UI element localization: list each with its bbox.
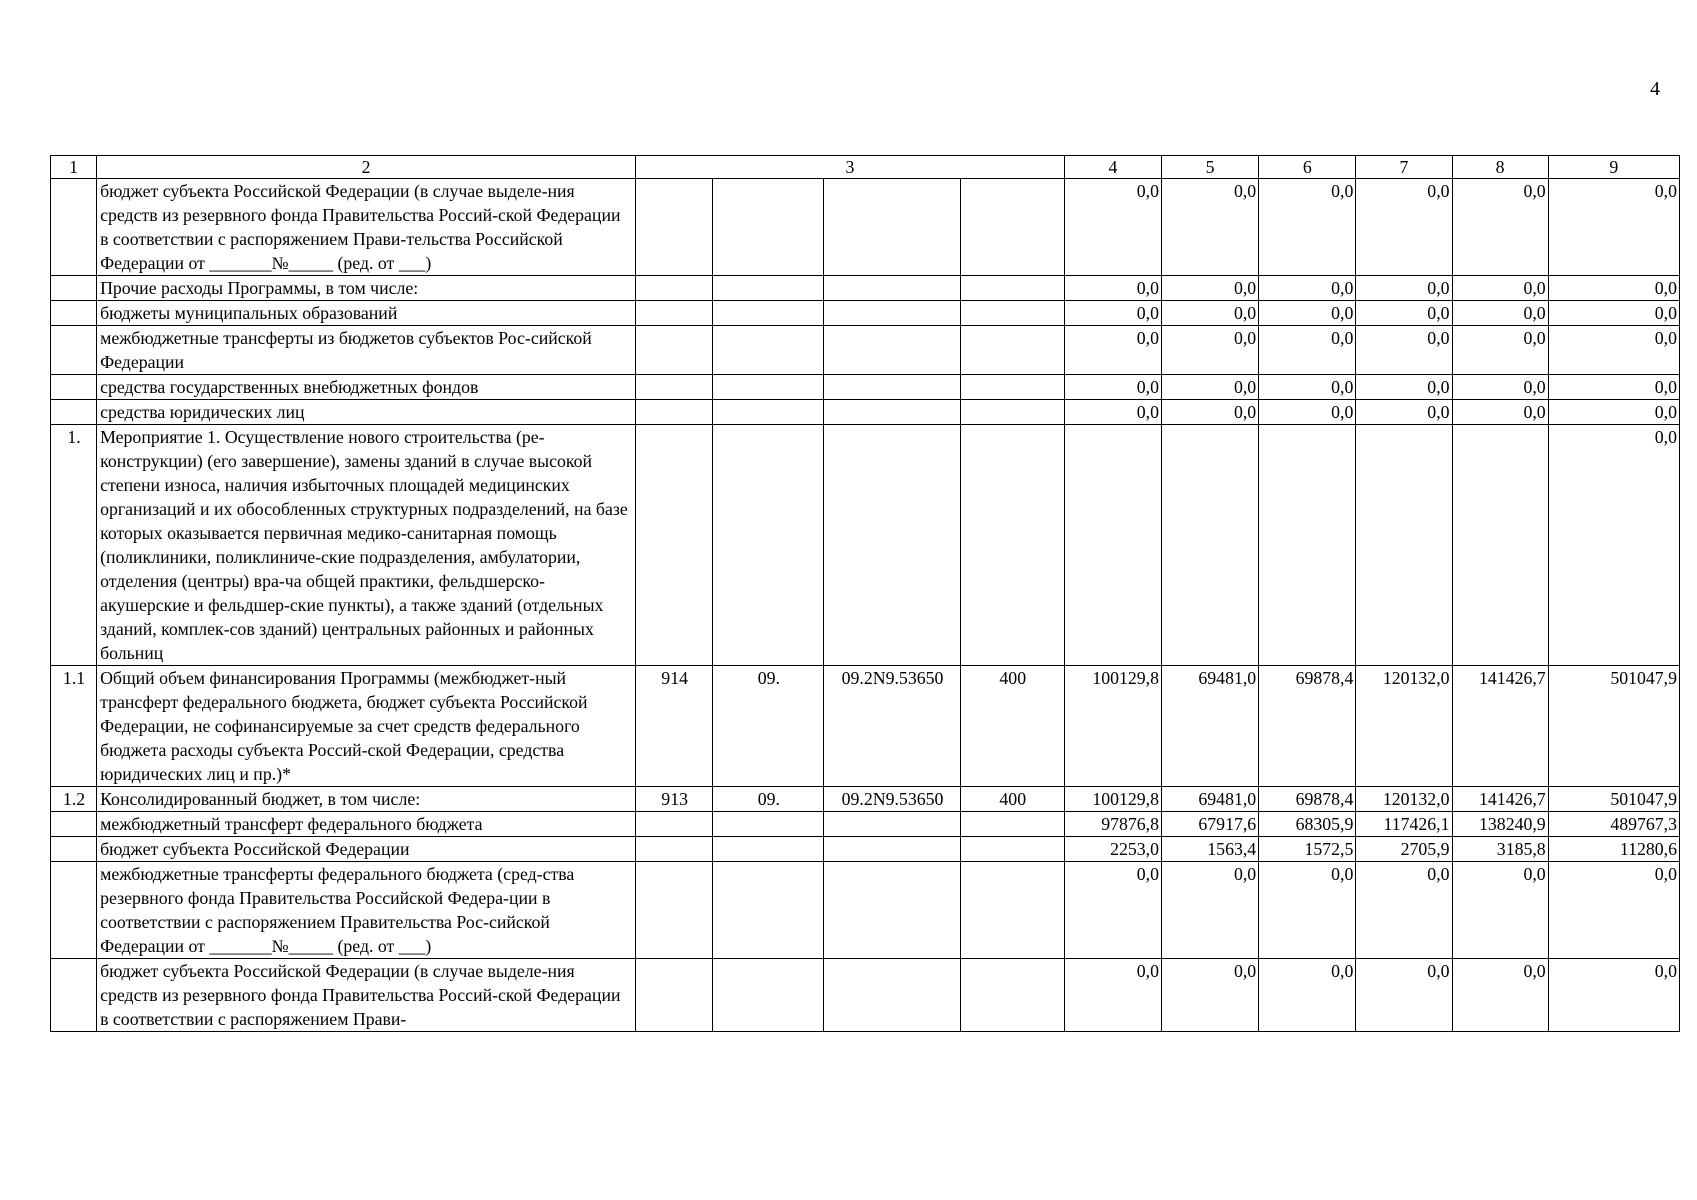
code-admin-cell [636, 959, 713, 1032]
value-cell-4: 97876,8 [1064, 812, 1161, 837]
table-row [51, 301, 1680, 326]
value-cell-8: 0,0 [1452, 959, 1548, 1032]
code-section-cell [713, 301, 824, 326]
value-cell-6: 1572,5 [1259, 837, 1356, 862]
row-text-cell: межбюджетные трансферты федерального бюджета (сред-ства резервного фонда Правительства Российской Федера-ции в соответствии с распоряжением Правительства Рос-сийской Федерации от _______№_____ (ред. от ___) [97, 862, 636, 959]
code-target-cell [824, 959, 960, 1032]
code-admin-cell [636, 375, 713, 400]
table-row [51, 326, 1680, 375]
value-cell-9: 501047,9 [1548, 666, 1679, 787]
value-cell-4: 0,0 [1064, 959, 1161, 1032]
value-cell-6: 0,0 [1259, 375, 1356, 400]
row-text-cell: Мероприятие 1. Осуществление нового строительства (ре-конструкции) (его завершение), замены зданий в случае высокой степени износа, наличия избыточных площадей медицинских организаций и их обособленных структурных подразделений, на базе которых оказывается первичная медико-санитарная помощь (поликлиники, поликлиниче-ские подразделения, амбулатории, отделения (центры) вра-ча общей практики, фельдшерско-акушерские и фельдшер-ские пункты), а также зданий (отдельных зданий, комплек-сов зданий) центральных районных и районных больниц [97, 425, 636, 666]
value-cell-8: 0,0 [1452, 276, 1548, 301]
page-number: 4 [1650, 78, 1660, 100]
header-cell: 7 [1356, 156, 1452, 179]
value-cell-5: 69481,0 [1162, 666, 1259, 787]
value-cell-8: 141426,7 [1452, 666, 1548, 787]
header-cell: 9 [1548, 156, 1679, 179]
code-section-cell [713, 425, 824, 666]
row-text-cell: бюджет субъекта Российской Федерации [97, 837, 636, 862]
row-number-cell [51, 400, 97, 425]
value-cell-6: 0,0 [1259, 400, 1356, 425]
code-admin-cell: 913 [636, 787, 713, 812]
code-section-cell: 09. [713, 787, 824, 812]
table-row [51, 812, 1680, 837]
header-cell: 8 [1452, 156, 1548, 179]
row-number-cell [51, 375, 97, 400]
value-cell-8: 141426,7 [1452, 787, 1548, 812]
header-cell: 2 [97, 156, 636, 179]
code-target-cell [824, 276, 960, 301]
value-cell-4: 0,0 [1064, 400, 1161, 425]
code-section-cell: 09. [713, 666, 824, 787]
value-cell-5: 0,0 [1162, 326, 1259, 375]
value-cell-4: 0,0 [1064, 276, 1161, 301]
value-cell-7: 0,0 [1356, 301, 1452, 326]
value-cell-4: 100129,8 [1064, 787, 1161, 812]
value-cell-4: 0,0 [1064, 179, 1161, 276]
code-admin-cell [636, 301, 713, 326]
value-cell-8: 0,0 [1452, 326, 1548, 375]
table-row [51, 276, 1680, 301]
code-target-cell [824, 862, 960, 959]
code-target-cell [824, 375, 960, 400]
code-type-cell [960, 375, 1064, 400]
budget-table [50, 155, 1680, 1032]
value-cell-9: 0,0 [1548, 179, 1679, 276]
value-cell-9: 0,0 [1548, 326, 1679, 375]
value-cell-6 [1259, 425, 1356, 666]
code-type-cell: 400 [960, 787, 1064, 812]
value-cell-7: 117426,1 [1356, 812, 1452, 837]
value-cell-5: 67917,6 [1162, 812, 1259, 837]
value-cell-5: 0,0 [1162, 276, 1259, 301]
value-cell-4: 2253,0 [1064, 837, 1161, 862]
code-section-cell [713, 862, 824, 959]
header-cell: 1 [51, 156, 97, 179]
value-cell-6: 0,0 [1259, 179, 1356, 276]
code-section-cell [713, 837, 824, 862]
value-cell-7: 2705,9 [1356, 837, 1452, 862]
value-cell-6: 68305,9 [1259, 812, 1356, 837]
value-cell-9: 0,0 [1548, 959, 1679, 1032]
row-number-cell: 1.1 [51, 666, 97, 787]
row-number-cell [51, 837, 97, 862]
code-type-cell [960, 812, 1064, 837]
code-type-cell [960, 276, 1064, 301]
row-text-cell: средства государственных внебюджетных фондов [97, 375, 636, 400]
table-row [51, 425, 1680, 666]
value-cell-4: 0,0 [1064, 375, 1161, 400]
value-cell-8: 138240,9 [1452, 812, 1548, 837]
code-admin-cell [636, 425, 713, 666]
row-text-cell: Общий объем финансирования Программы (межбюджет-ный трансферт федерального бюджета, бюджет субъекта Российской Федерации, не софинансируемые за счет средств федерального бюджета расходы субъекта Россий-ской Федерации, средства юридических лиц и пр.)* [97, 666, 636, 787]
value-cell-9: 0,0 [1548, 400, 1679, 425]
value-cell-5 [1162, 425, 1259, 666]
value-cell-6: 0,0 [1259, 276, 1356, 301]
code-target-cell [824, 326, 960, 375]
row-number-cell [51, 812, 97, 837]
code-admin-cell [636, 812, 713, 837]
value-cell-7: 120132,0 [1356, 666, 1452, 787]
value-cell-5: 69481,0 [1162, 787, 1259, 812]
value-cell-7: 120132,0 [1356, 787, 1452, 812]
table-row [51, 959, 1680, 1032]
code-type-cell: 400 [960, 666, 1064, 787]
value-cell-7: 0,0 [1356, 276, 1452, 301]
value-cell-8: 0,0 [1452, 179, 1548, 276]
code-admin-cell [636, 862, 713, 959]
code-type-cell [960, 179, 1064, 276]
row-text-cell: средства юридических лиц [97, 400, 636, 425]
value-cell-7: 0,0 [1356, 326, 1452, 375]
code-type-cell [960, 326, 1064, 375]
code-target-cell [824, 837, 960, 862]
value-cell-5: 0,0 [1162, 301, 1259, 326]
row-number-cell [51, 862, 97, 959]
row-number-cell: 1. [51, 425, 97, 666]
value-cell-6: 0,0 [1259, 301, 1356, 326]
row-text-cell: межбюджетные трансферты из бюджетов субъектов Рос-сийской Федерации [97, 326, 636, 375]
row-text-cell: бюджет субъекта Российской Федерации (в случае выделе-ния средств из резервного фонда Правительства Россий-ской Федерации в соответствии с распоряжением Прави-тельства Российской Федерации от _______№_____ (ред. от ___) [97, 179, 636, 276]
row-number-cell [51, 301, 97, 326]
code-target-cell [824, 400, 960, 425]
code-section-cell [713, 812, 824, 837]
header-row [51, 156, 1680, 179]
value-cell-9: 0,0 [1548, 425, 1679, 666]
code-admin-cell [636, 837, 713, 862]
value-cell-9: 501047,9 [1548, 787, 1679, 812]
code-section-cell [713, 959, 824, 1032]
value-cell-5: 0,0 [1162, 400, 1259, 425]
code-target-cell: 09.2N9.53650 [824, 666, 960, 787]
value-cell-5: 0,0 [1162, 179, 1259, 276]
header-cell: 5 [1162, 156, 1259, 179]
code-target-cell [824, 179, 960, 276]
value-cell-9: 489767,3 [1548, 812, 1679, 837]
code-type-cell [960, 425, 1064, 666]
code-section-cell [713, 179, 824, 276]
value-cell-7: 0,0 [1356, 862, 1452, 959]
value-cell-7: 0,0 [1356, 400, 1452, 425]
header-cell: 6 [1259, 156, 1356, 179]
row-text-cell: бюджет субъекта Российской Федерации (в случае выделе-ния средств из резервного фонда Правительства Россий-ской Федерации в соответствии с распоряжением Прави- [97, 959, 636, 1032]
row-number-cell: 1.2 [51, 787, 97, 812]
value-cell-8: 0,0 [1452, 862, 1548, 959]
row-number-cell [51, 179, 97, 276]
code-type-cell [960, 400, 1064, 425]
value-cell-6: 0,0 [1259, 959, 1356, 1032]
value-cell-8: 0,0 [1452, 301, 1548, 326]
table-row [51, 862, 1680, 959]
table-row [51, 375, 1680, 400]
code-type-cell [960, 301, 1064, 326]
code-section-cell [713, 400, 824, 425]
value-cell-5: 0,0 [1162, 959, 1259, 1032]
value-cell-9: 0,0 [1548, 301, 1679, 326]
row-text-cell: Консолидированный бюджет, в том числе: [97, 787, 636, 812]
table-row [51, 179, 1680, 276]
header-cell: 4 [1064, 156, 1161, 179]
value-cell-8: 3185,8 [1452, 837, 1548, 862]
code-admin-cell [636, 276, 713, 301]
code-target-cell [824, 425, 960, 666]
code-admin-cell [636, 400, 713, 425]
value-cell-6: 69878,4 [1259, 787, 1356, 812]
code-admin-cell: 914 [636, 666, 713, 787]
code-admin-cell [636, 179, 713, 276]
code-target-cell: 09.2N9.53650 [824, 787, 960, 812]
value-cell-4: 0,0 [1064, 326, 1161, 375]
value-cell-6: 69878,4 [1259, 666, 1356, 787]
value-cell-8 [1452, 425, 1548, 666]
code-type-cell [960, 837, 1064, 862]
value-cell-7: 0,0 [1356, 959, 1452, 1032]
code-section-cell [713, 326, 824, 375]
value-cell-7: 0,0 [1356, 179, 1452, 276]
value-cell-6: 0,0 [1259, 862, 1356, 959]
row-text-cell: межбюджетный трансферт федерального бюджета [97, 812, 636, 837]
row-number-cell [51, 326, 97, 375]
value-cell-5: 0,0 [1162, 375, 1259, 400]
code-target-cell [824, 301, 960, 326]
code-target-cell [824, 812, 960, 837]
value-cell-8: 0,0 [1452, 375, 1548, 400]
header-cell: 3 [636, 156, 1065, 179]
value-cell-5: 0,0 [1162, 862, 1259, 959]
row-number-cell [51, 276, 97, 301]
table-row [51, 787, 1680, 812]
row-text-cell: Прочие расходы Программы, в том числе: [97, 276, 636, 301]
code-type-cell [960, 959, 1064, 1032]
value-cell-4 [1064, 425, 1161, 666]
row-number-cell [51, 959, 97, 1032]
value-cell-4: 0,0 [1064, 862, 1161, 959]
table-row [51, 837, 1680, 862]
table-row [51, 666, 1680, 787]
value-cell-7: 0,0 [1356, 375, 1452, 400]
code-type-cell [960, 862, 1064, 959]
code-section-cell [713, 276, 824, 301]
row-text-cell: бюджеты муниципальных образований [97, 301, 636, 326]
table-row [51, 400, 1680, 425]
value-cell-9: 0,0 [1548, 276, 1679, 301]
code-section-cell [713, 375, 824, 400]
value-cell-4: 0,0 [1064, 301, 1161, 326]
value-cell-9: 11280,6 [1548, 837, 1679, 862]
value-cell-5: 1563,4 [1162, 837, 1259, 862]
value-cell-6: 0,0 [1259, 326, 1356, 375]
value-cell-4: 100129,8 [1064, 666, 1161, 787]
value-cell-9: 0,0 [1548, 862, 1679, 959]
value-cell-9: 0,0 [1548, 375, 1679, 400]
value-cell-7 [1356, 425, 1452, 666]
value-cell-8: 0,0 [1452, 400, 1548, 425]
code-admin-cell [636, 326, 713, 375]
